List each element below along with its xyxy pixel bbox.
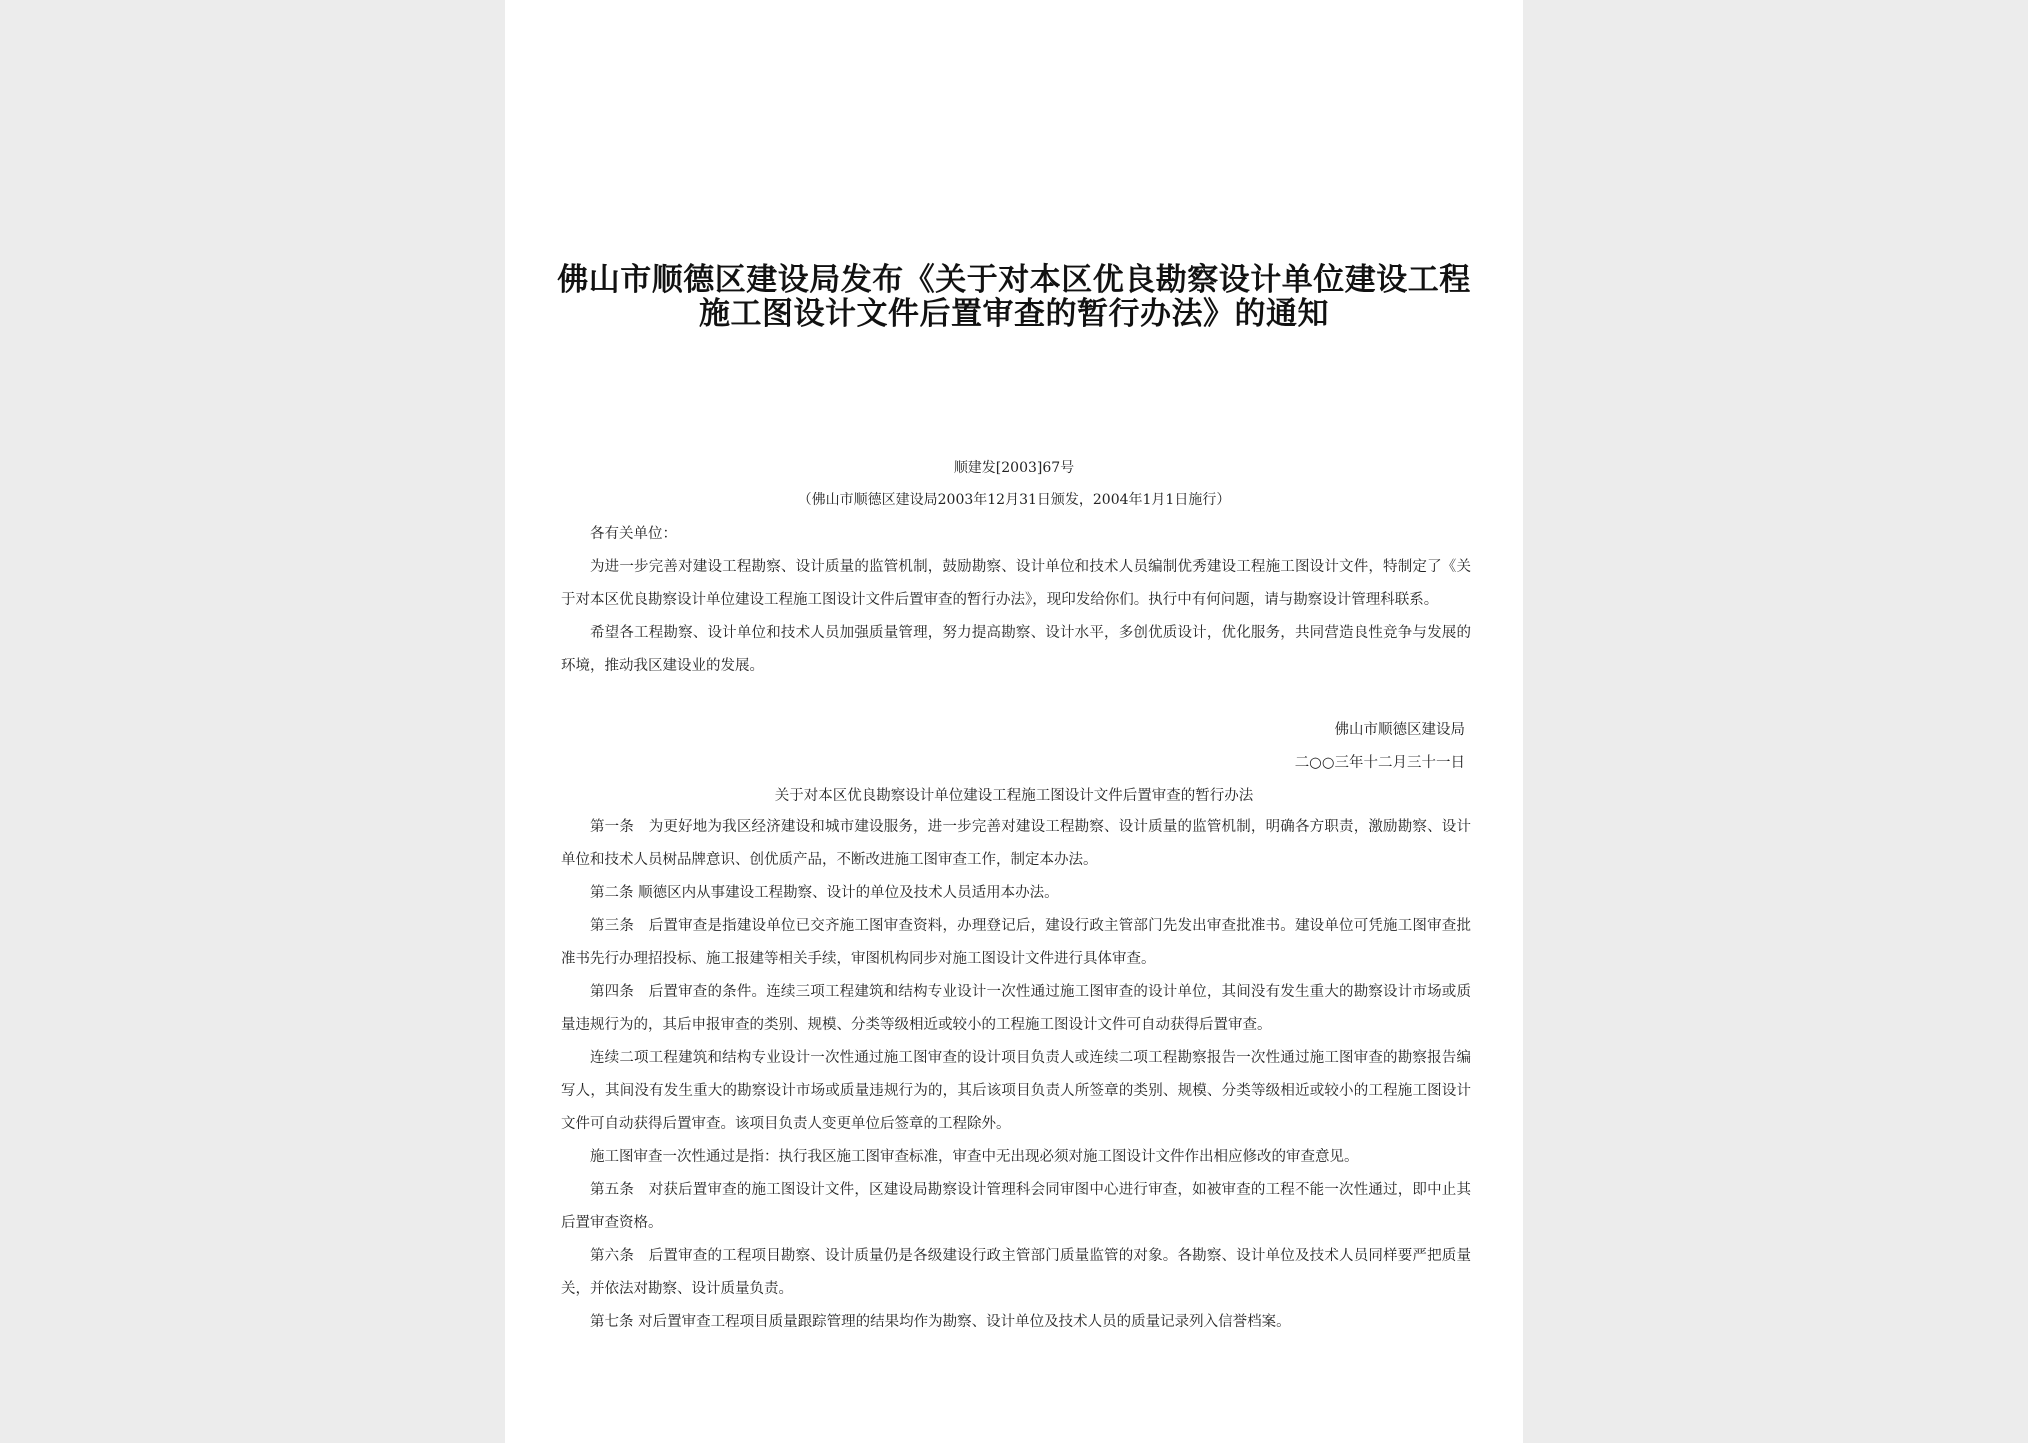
article-paragraph: 第一条 为更好地为我区经济建设和城市建设服务，进一步完善对建设工程勘察、设计质量的监管机制，明确各方职责，激励勘察、设计单位和技术人员树品牌意识、创优质产品，不断改进施工图审查工作，制定本办法。 (561, 819, 1471, 868)
article-paragraph: 第四条 后置审查的条件。连续三项工程建筑和结构专业设计一次性通过施工图审查的设计单位，其间没有发生重大的勘察设计市场或质量违规行为的，其后申报审查的类别、规模、分类等级相近或较小的工程施工图设计文件可自动获得后置审查。 (561, 984, 1471, 1033)
article-paragraph: 第六条 后置审查的工程项目勘察、设计质量仍是各级建设行政主管部门质量监管的对象。各勘察、设计单位及技术人员同样要严把质量关，并依法对勘察、设计质量负责。 (561, 1248, 1471, 1297)
intro-paragraph: 为进一步完善对建设工程勘察、设计质量的监管机制，鼓励勘察、设计单位和技术人员编制优秀建设工程施工图设计文件，特制定了《关于对本区优良勘察设计单位建设工程施工图设计文件后置审查的暂行办法》，现印发给你们。执行中有何问题，请与勘察设计管理科联系。 (561, 559, 1471, 608)
document-page (505, 0, 1523, 1443)
issue-date: 二○○三年十二月三十一日 (1294, 755, 1465, 771)
salutation: 各有关单位： (590, 526, 677, 542)
article-paragraph: 施工图审查一次性通过是指：执行我区施工图审查标准，审查中无出现必须对施工图设计文件作出相应修改的审查意见。 (590, 1149, 1359, 1165)
issue-info: （佛山市顺德区建设局2003年12月31日颁发，2004年1月1日施行） (797, 492, 1231, 508)
article-paragraph: 第三条 后置审查是指建设单位已交齐施工图审查资料，办理登记后，建设行政主管部门先发出审查批准书。建设单位可凭施工图审查批准书先行办理招投标、施工报建等相关手续，审图机构同步对施工图设计文件进行具体审查。 (561, 918, 1471, 967)
article-paragraph: 第二条 顺德区内从事建设工程勘察、设计的单位及技术人员适用本办法。 (590, 885, 1059, 901)
measures-title: 关于对本区优良勘察设计单位建设工程施工图设计文件后置审查的暂行办法 (774, 788, 1254, 804)
article-paragraph: 第七条 对后置审查工程项目质量跟踪管理的结果均作为勘察、设计单位及技术人员的质量记录列入信誉档案。 (590, 1314, 1291, 1330)
document-number: 顺建发[2003]67号 (953, 460, 1075, 476)
document-title: 佛山市顺德区建设局发布《关于对本区优良勘察设计单位建设工程施工图设计文件后置审查的暂行办法》的通知 (557, 262, 1471, 332)
article-paragraph: 第五条 对获后置审查的施工图设计文件，区建设局勘察设计管理科会同审图中心进行审查，如被审查的工程不能一次性通过，即中止其后置审查资格。 (561, 1182, 1471, 1231)
articles-body (561, 811, 1471, 1339)
intro-paragraph: 希望各工程勘察、设计单位和技术人员加强质量管理，努力提高勘察、设计水平，多创优质设计，优化服务，共同营造良性竞争与发展的环境，推动我区建设业的发展。 (561, 625, 1471, 674)
issuer-signature: 佛山市顺德区建设局 (1334, 722, 1465, 738)
article-paragraph: 连续二项工程建筑和结构专业设计一次性通过施工图审查的设计项目负责人或连续二项工程勘察报告一次性通过施工图审查的勘察报告编写人，其间没有发生重大的勘察设计市场或质量违规行为的，其后该项目负责人所签章的类别、规模、分类等级相近或较小的工程施工图设计文件可自动获得后置审查。该项目负责人变更单位后签章的工程除外。 (561, 1050, 1471, 1132)
notice-body (561, 518, 1471, 683)
